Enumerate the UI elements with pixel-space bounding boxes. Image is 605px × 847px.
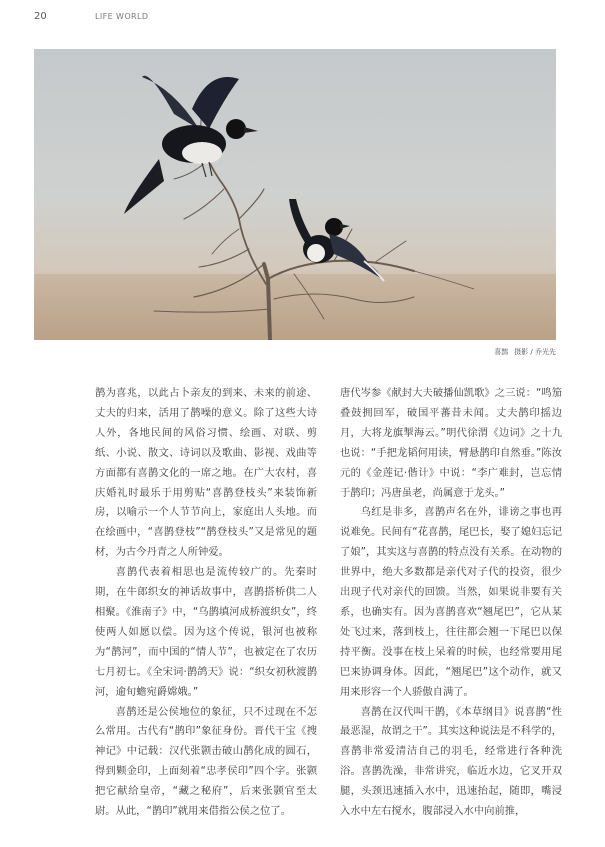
magpie-photo: [34, 49, 556, 340]
right-column: [340, 384, 562, 822]
left-paragraph-2: 喜鹊代表着相思也是流传较广的。先秦时期，在牛郎织女的神话故事中，喜鹊搭桥供二人相聚。《淮南子》中，“乌鹊填河成桥渡织女”，终使两人如愿以偿。因为这个传说，银河也被称为“鹊河”，而中国的“情人节”，也被定在了农历七月初七。《全宋词·鹊鸽天》说：“织女初秋渡鹊河，逾旬蟾宛爵嫦娥。”: [95, 566, 317, 698]
right-paragraph-3: 喜鹊在汉代叫干鹊，《本草纲目》说喜鹊“性最恶湿，故谓之干”。其实这种说法是不科学的，喜鹊非常爱清洁自己的羽毛，经常进行各种洗浴。喜鹊洗澡，非常讲究，临近水边，它叉开双腿，头颈迅速插入水中，迅速抬起，随即，嘴浸入水中左右搅水，腹部浸入水中向前推，: [340, 705, 562, 818]
caption-title: 喜鹊: [494, 348, 509, 356]
page-number: 20: [34, 11, 47, 22]
left-column: [95, 384, 317, 822]
right-paragraph-2: 乌红是非多，喜鹊声名在外，诽谤之事也再说难免。民间有“花喜鹊，尾巴长，娶了媳妇忘记了娘”，其实这与喜鹊的特点没有关系。在动物的世界中，绝大多数都是亲代对子代的投资，很少出现子代对亲代的回馈。当然，如果说非要有关系，也确实有。因为喜鹊喜欢“翘尾巴”，它从某处飞过来，落到枝上，往往都会翘一下尾巴以保持平衡。没事在枝上呆着的时候，也经常要用尾巴来协调身体。因此，“翘尾巴”这个动作，就又用来形容一个人骄傲自满了。: [340, 506, 562, 698]
section-label: LIFE WORLD: [95, 12, 149, 21]
caption-credit: 摄影 / 乔光先: [514, 348, 556, 356]
left-paragraph-1: 鹊为喜兆，以此占卜亲友的到来、未来的前途、丈夫的归来，活用了鹊噪的意义。除了这些大诗人外，各地民间的风俗习惯、绘画、对联、剪纸、小说、散文、诗词以及歌曲、影视、戏曲等方面都有喜鹊文化的一席之地。在广大农村，喜庆婚礼时最乐于用剪贴“喜鹊登枝头”来装饰新房，以喻示一个人节节向上，家庭出人头地。而在绘画中，“喜鹊登枝”“鹊登枝头”又是常见的题材，为古今丹青之人所钟爱。: [95, 387, 317, 559]
right-paragraph-1: 唐代岑参《献封大夫破播仙凯歌》之三说：“鸣笳叠鼓拥回军，破国平蕃昔未闻。丈夫鹊印摇边月，大将龙旗掣海云。”明代徐渭《边词》之十九也说：“手把龙韬何用读，臂悬鹊印自然垂。”陈汝元的《金莲记·偕计》中说：“李广难封，岂忘情于鹊印；冯唐虽老，尚属意于龙头。”: [340, 387, 562, 499]
left-paragraph-3: 喜鹊还是公侯地位的象征，只不过现在不怎么常用。古代有“鹊印”象征身份。晋代干宝《搜神记》中记载：汉代张颢击破山鹊化成的圆石，得到颗金印，上面刻着“忠孝侯印”四个字。张颢把它献给皇帝，“藏之秘府”，后来张颢官至太尉。从此，“鹊印”就用来借指公侯之位了。: [95, 705, 317, 818]
photo-caption: [488, 347, 556, 357]
magpie-photo-illustration: [34, 49, 556, 340]
